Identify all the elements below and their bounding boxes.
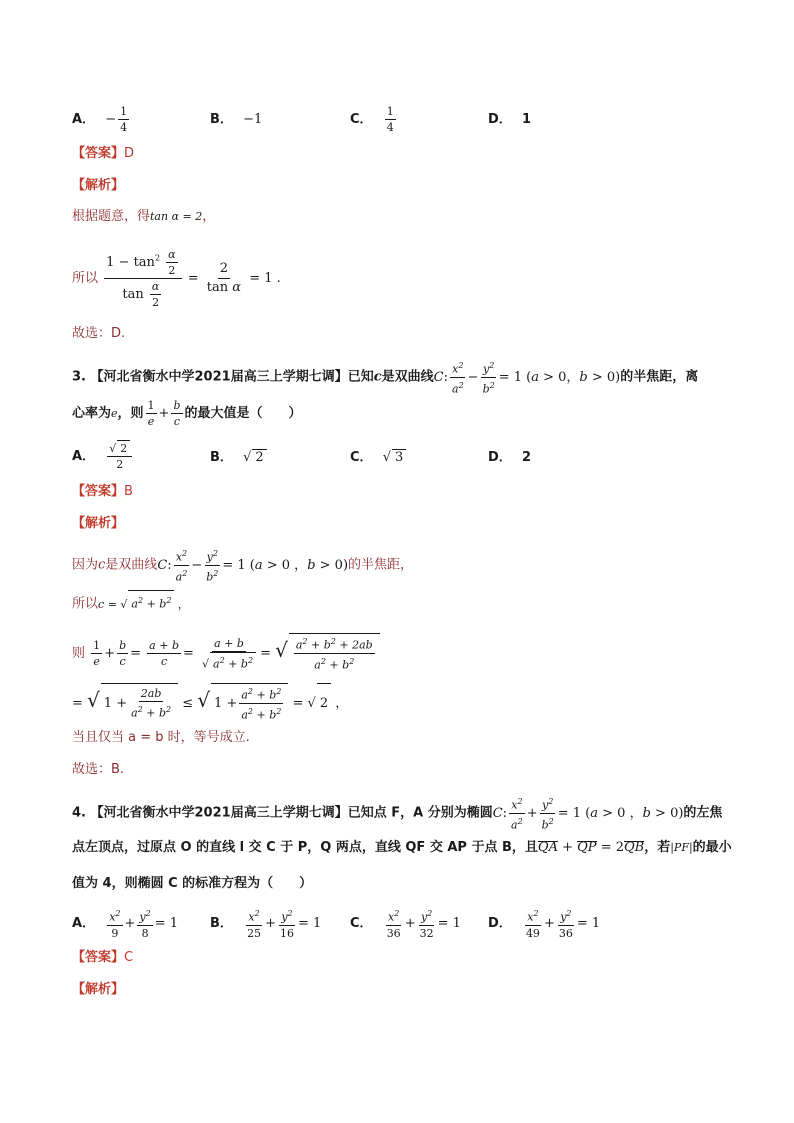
- text: 已知点 F，A 分别为椭圆: [347, 805, 493, 821]
- option-label: C．: [350, 450, 373, 465]
- q4-option-a: [72, 906, 178, 941]
- answer-label: 【答案】: [72, 950, 125, 965]
- answer-label: 【答案】: [72, 484, 125, 499]
- q3-step4: [72, 680, 348, 724]
- math-hyperbola: C: $\frac{x^2}{a^2}$ − $\frac{y^2}{b^2}$ = 1 (a > 0 ，b > 0): [157, 558, 348, 573]
- q4-option-b: [210, 906, 321, 941]
- text: 所以: [72, 271, 99, 286]
- option-value: $\frac{x^2}{9}$ + $\frac{y^2}{8}$ = 1: [105, 916, 178, 931]
- q3-stem-line1: [72, 358, 698, 396]
- text: 的半焦距，: [348, 557, 414, 573]
- q3-option-c: [350, 446, 406, 465]
- math-c: c: [373, 369, 382, 385]
- q3-answer: [72, 482, 133, 502]
- option-label: D．: [488, 915, 512, 931]
- text: 的最小: [692, 840, 732, 855]
- option-label: A．: [72, 915, 96, 931]
- text: 已知: [347, 369, 374, 385]
- option-value: √ 2: [243, 450, 267, 465]
- question-source: 【河北省衡水中学2021届高三上学期七调】: [90, 805, 348, 821]
- q2-answer: [72, 144, 134, 164]
- q3-step1: [72, 546, 413, 584]
- math-inline: c = √ $a^2 + b^2$ ，: [98, 598, 189, 611]
- q2-option-d: [488, 108, 531, 127]
- option-label: B．: [210, 915, 233, 931]
- option-value: √ 3: [383, 450, 407, 465]
- text: ，则: [117, 406, 144, 421]
- q3-step2: [72, 590, 189, 615]
- option-value: $\frac{x^2}{25}$ + $\frac{y^2}{16}$ = 1: [243, 916, 321, 931]
- math-block: = √ 1 + $\frac{2ab}{a^2 + b^2}$ ≤ √ 1 + $\frac{a^2 + b^2}{a^2 + b^2}$ = √ 2 ，: [72, 696, 348, 711]
- q2-conclusion: 故选：D.: [72, 326, 126, 341]
- q2-step2: [72, 247, 281, 310]
- q4-answer: [72, 948, 133, 968]
- math-pf: |PF|: [670, 841, 693, 854]
- q2-step1: [72, 207, 215, 227]
- q3-option-b: [210, 446, 267, 465]
- q3-conclusion: 故选：B.: [72, 762, 125, 777]
- q3-option-a: [72, 440, 134, 472]
- math-vector: QA + QP = 2QB: [537, 840, 645, 855]
- q4-option-c: [350, 906, 461, 941]
- option-label: B．: [210, 112, 233, 127]
- text: 是双曲线: [105, 557, 158, 573]
- q4-stem-line3: 值为 4，则椭圆 C 的标准方程为（ ）: [72, 876, 313, 891]
- q3-stem-line2: [72, 398, 302, 429]
- text: 点左顶点，过原点 O 的直线 l 交 C 于 P，Q 两点，直线 QF 交 AP 于点 B，且: [72, 840, 538, 855]
- math-expr: $\frac{1}{e}$ + $\frac{b}{c}$: [147, 399, 181, 428]
- answer-label: 【答案】: [72, 146, 125, 161]
- text: ，若: [644, 840, 671, 855]
- option-label: A．: [72, 112, 96, 127]
- q2-option-a: [72, 104, 131, 135]
- q4-option-d: [488, 906, 600, 941]
- q4-stem-line2: [72, 838, 732, 858]
- q4-stem-line1: [72, 794, 722, 832]
- question-number: 4.: [72, 805, 86, 821]
- math-c: c: [98, 557, 106, 573]
- option-label: D．: [488, 112, 512, 127]
- question-number: 3.: [72, 369, 86, 385]
- q2-option-c: [350, 104, 398, 135]
- text: 则: [72, 646, 86, 661]
- text: 心率为: [72, 406, 112, 421]
- answer-value: B: [124, 484, 133, 499]
- option-label: A．: [72, 448, 96, 464]
- q3-option-d: [488, 446, 531, 465]
- math-e: e: [111, 407, 118, 420]
- option-label: D．: [488, 450, 512, 465]
- text: 所以: [72, 596, 99, 612]
- q2-option-b: [210, 108, 262, 127]
- math-block: $\frac{1}{e}$ + $\frac{b}{c}$ = $\frac{a + b}{c}$ = $\frac{a + b}{√ a^2 + b^2}$ = √ $\frac{a^2 + b^2 + 2ab}{a^2 + b^2}$: [85, 646, 380, 661]
- q4-analysis-label: 【解析】: [72, 982, 125, 997]
- text: 的左焦: [683, 805, 723, 821]
- q3-step3: [72, 630, 380, 674]
- option-value: − $\frac{1}{4}$: [105, 105, 128, 134]
- text: 根据题意，得: [72, 209, 151, 224]
- text: 的半焦距，离: [620, 369, 699, 385]
- text: 因为: [72, 557, 99, 573]
- option-value: $\frac{√ 2}{2}$: [105, 449, 134, 464]
- answer-value: C: [124, 950, 134, 965]
- text: 的最大值是（ ）: [184, 406, 302, 421]
- question-source: 【河北省衡水中学2021届高三上学期七调】: [90, 369, 348, 385]
- option-value: $\frac{x^2}{36}$ + $\frac{y^2}{32}$ = 1: [383, 916, 461, 931]
- option-value: 1: [521, 112, 531, 127]
- option-value: $\frac{x^2}{49}$ + $\frac{y^2}{36}$ = 1: [522, 916, 600, 931]
- option-value: −1: [243, 112, 263, 127]
- math-block: $1 - \tan^2$ $\frac{\alpha}{2}$ tan $\frac{\alpha}{2}$ = $\frac{2}{\text{tan α}}$ = 1 .: [106, 248, 281, 309]
- q2-analysis-label: 【解析】: [72, 178, 125, 193]
- text: ，: [202, 209, 216, 224]
- math-inline: tan α = 2: [150, 210, 203, 223]
- option-value: 2: [521, 450, 531, 465]
- q3-step5: 当且仅当 a = b 时，等号成立.: [72, 730, 250, 745]
- answer-value: D: [124, 146, 135, 161]
- option-label: C．: [350, 915, 373, 931]
- math-hyperbola: C: $\frac{x^2}{a^2}$ − $\frac{y^2}{b^2}$ = 1 (a > 0，b > 0): [434, 370, 621, 385]
- math-ellipse: C: $\frac{x^2}{a^2}$ + $\frac{y^2}{b^2}$ = 1 (a > 0 ，b > 0): [493, 806, 684, 821]
- option-label: C．: [350, 112, 373, 127]
- q3-analysis-label: 【解析】: [72, 516, 125, 531]
- option-value: $\frac{1}{4}$: [386, 105, 394, 134]
- text: 是双曲线: [381, 369, 434, 385]
- option-label: B．: [210, 450, 233, 465]
